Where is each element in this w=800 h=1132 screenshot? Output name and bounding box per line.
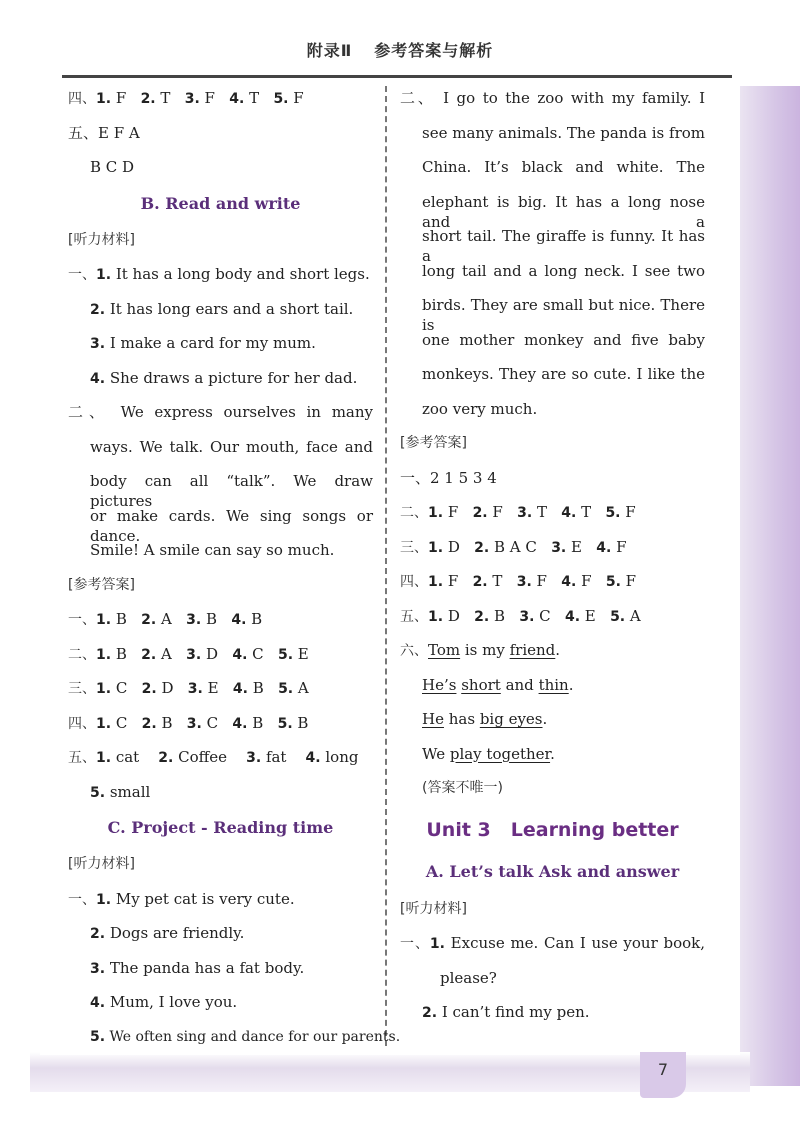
- answer-row-si-2: 四、1. C 2. B 3. C 4. B 5. B: [68, 713, 309, 732]
- listening-item: 一、1. Excuse me. Can I use your book,: [400, 934, 706, 952]
- passage-line: body can all “talk”. We draw pictures: [90, 472, 373, 510]
- listening-item: 3. I make a card for my mum.: [90, 334, 316, 352]
- listening-item: 一、1. It has a long body and short legs.: [68, 265, 370, 283]
- column-divider: [385, 86, 387, 1046]
- listening-item: 3. The panda has a fat body.: [90, 958, 305, 977]
- passage-line: China. It’s black and white. The: [422, 158, 705, 176]
- listening-item: 2. Dogs are friendly.: [90, 924, 245, 942]
- passage-line: birds. They are small but nice. There is: [422, 296, 705, 334]
- passage-line: see many animals. The panda is from: [422, 123, 705, 142]
- passage-line: 二、 I go to the zoo with my family. I: [400, 89, 705, 107]
- answer-row-wu: 五、E F A: [68, 123, 140, 142]
- section-title-a: A. Let’s talk Ask and answer: [425, 861, 680, 881]
- header-rule: [62, 75, 732, 78]
- listening-material-label: [听力材料]: [68, 856, 135, 872]
- answer-key-label: [参考答案]: [400, 435, 467, 451]
- answer-row-liu: 六、Tom is my friend.: [400, 641, 561, 659]
- listening-item: 4. She draws a picture for her dad.: [90, 368, 358, 387]
- answer-row-wu-cont: B C D: [90, 158, 135, 176]
- answer-row-wu-2: 五、1. cat 2. Coffee 3. fat 4. long: [68, 748, 359, 766]
- unit-name: Learning better: [510, 818, 679, 841]
- answer-row-wu-2-cont: 5. small: [90, 782, 151, 801]
- listening-item: 2. I can’t find my pen.: [422, 1003, 590, 1021]
- passage-line: one mother monkey and five baby: [422, 330, 705, 349]
- passage-line: short tail. The giraffe is funny. It has a: [422, 227, 705, 265]
- right-column: [400, 88, 705, 1037]
- passage-line: long tail and a long neck. I see two: [422, 261, 705, 280]
- passage-line: ways. We talk. Our mouth, face and: [90, 437, 373, 456]
- listening-item: 2. It has long ears and a short tail.: [90, 299, 354, 318]
- listening-item: 5. We often sing and dance for our parents.: [90, 1028, 401, 1045]
- passage-line: monkeys. They are so cute. I like the: [422, 365, 705, 383]
- page-header: [0, 38, 800, 61]
- answer-row-liu-4: We play together.: [422, 744, 555, 763]
- passage-line: Smile! A smile can say so much.: [90, 541, 335, 559]
- listening-item-cont: please?: [440, 968, 497, 987]
- section-title-c: C. Project - Reading time: [107, 818, 334, 837]
- left-column: [68, 88, 401, 1061]
- appendix-label: 附录Ⅱ: [306, 41, 353, 60]
- answer-row-liu-2: He’s short and thin.: [422, 675, 574, 694]
- answer-row-san: 三、1. C 2. D 3. E 4. B 5. A: [68, 679, 309, 697]
- answer-row-san: 三、1. D 2. B A C 3. E 4. F: [400, 537, 627, 556]
- listening-item: 一、1. My pet cat is very cute.: [68, 889, 295, 908]
- answer-note: (答案不唯一): [422, 780, 503, 796]
- unit-title: [400, 813, 705, 859]
- passage-line: 二、 We express ourselves in many: [68, 403, 373, 421]
- header-title: 参考答案与解析: [374, 41, 494, 60]
- answer-row-liu-3: He has big eyes.: [422, 710, 548, 728]
- passage-line: zoo very much.: [422, 399, 538, 418]
- answer-row-yi: 一、1. B 2. A 3. B 4. B: [68, 610, 263, 628]
- answer-row-si: 四、1. F 2. T 3. F 4. T 5. F: [68, 89, 304, 107]
- answer-row-yi: 一、2 1 5 3 4: [400, 468, 497, 487]
- answer-row-si: 四、1. F 2. T 3. F 4. F 5. F: [400, 572, 637, 590]
- page-edge-shadow: [738, 86, 800, 1086]
- passage-line: or make cards. We sing songs or dance.: [90, 506, 373, 545]
- answer-row-er: 二、1. B 2. A 3. D 4. C 5. E: [68, 644, 309, 663]
- unit-label: Unit 3: [426, 818, 491, 841]
- answer-row-er: 二、1. F 2. F 3. T 4. T 5. F: [400, 503, 636, 521]
- answer-row-wu: 五、1. D 2. B 3. C 4. E 5. A: [400, 606, 641, 625]
- listening-material-label: [听力材料]: [68, 231, 135, 248]
- listening-item: 4. Mum, I love you.: [90, 993, 238, 1011]
- section-title-b: B. Read and write: [140, 193, 301, 213]
- page-number: 7: [657, 1060, 669, 1079]
- answer-key-label: [参考答案]: [68, 576, 135, 593]
- listening-material-label: [听力材料]: [400, 900, 467, 917]
- passage-line: elephant is big. It has a long nose and a: [422, 192, 705, 231]
